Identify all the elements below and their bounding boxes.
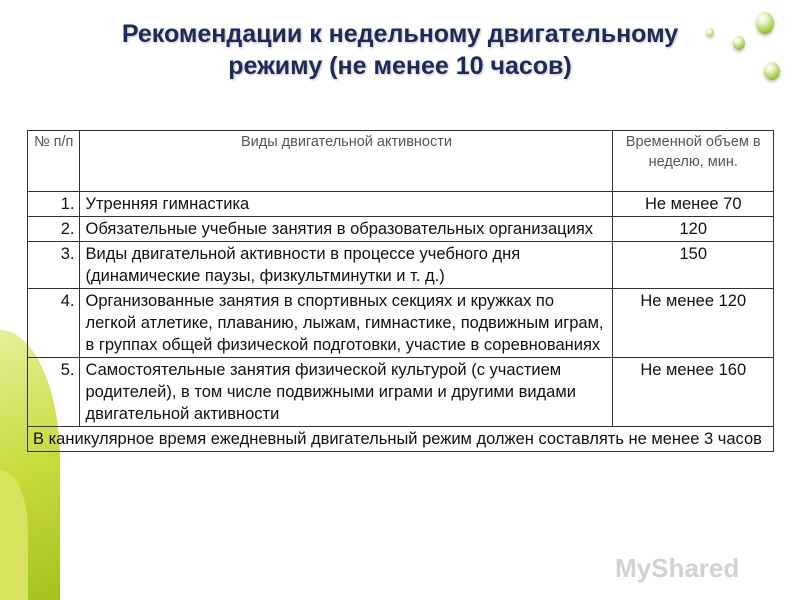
table-row: [28, 289, 774, 358]
table-row: [28, 358, 774, 427]
table-header-row: [28, 131, 774, 192]
row-activity: Виды двигательной активности в процессе учебного дня (динамические паузы, физкультминутки и т. д.): [80, 242, 613, 289]
row-activity: Организованные занятия в спортивных секциях и кружках по легкой атлетике, плаванию, лыжам, гимнастике, подвижным играм, в группах общей физической подготовки, участие в соревнованиях: [80, 289, 613, 358]
row-num: 5.: [28, 358, 80, 427]
header-time: Временной объем в неделю, мин.: [613, 131, 774, 192]
slide-title-line1: Рекомендации к недельному двигательному: [121, 20, 679, 48]
watermark-logo: MyShared: [615, 553, 740, 583]
row-time: Не менее 160: [613, 358, 774, 427]
water-drop-decoration: [756, 12, 774, 34]
table-row: [28, 242, 774, 289]
row-time: Не менее 70: [613, 192, 774, 217]
water-drop-decoration: [764, 62, 780, 80]
row-num: 2.: [28, 217, 80, 242]
table-row: [28, 192, 774, 217]
row-time: 150: [613, 242, 774, 289]
row-activity: Обязательные учебные занятия в образовательных организациях: [80, 217, 613, 242]
row-activity: Самостоятельные занятия физической культурой (с участием родителей), в том числе подвижными играми и другими видами двигательной активности: [80, 358, 613, 427]
table-row: [28, 217, 774, 242]
slide-title-line2: режиму (не менее 10 часов): [228, 52, 572, 80]
header-num: № п/п: [28, 131, 80, 192]
row-num: 1.: [28, 192, 80, 217]
table-note: В каникулярное время ежедневный двигательный режим должен составлять не менее 3 часов: [28, 427, 774, 452]
slide-title: [60, 18, 740, 82]
header-activity: Виды двигательной активности: [80, 131, 613, 192]
table-note-row: [28, 427, 774, 452]
row-num: 3.: [28, 242, 80, 289]
row-time: Не менее 120: [613, 289, 774, 358]
row-time: 120: [613, 217, 774, 242]
row-activity: Утренняя гимнастика: [80, 192, 613, 217]
row-num: 4.: [28, 289, 80, 358]
activity-table: [27, 130, 774, 452]
